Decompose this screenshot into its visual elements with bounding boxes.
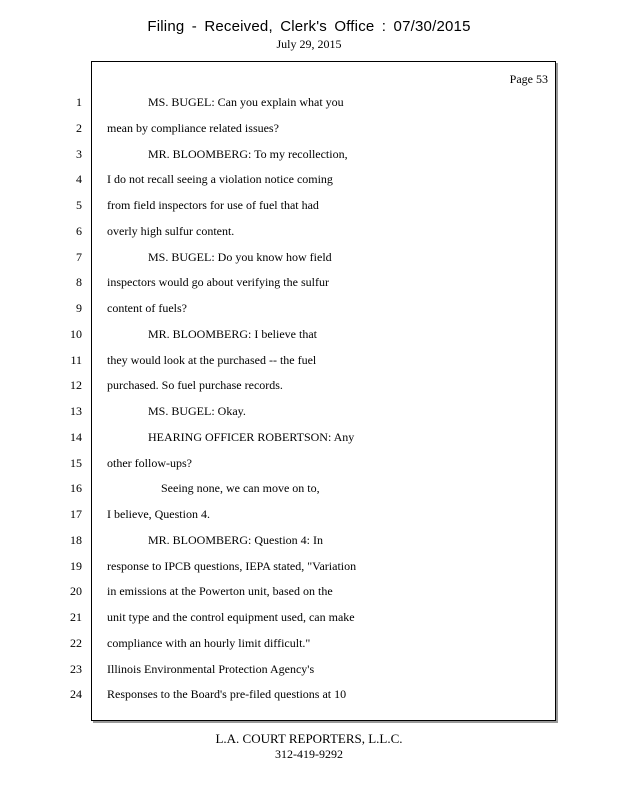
transcript-line: they would look at the purchased -- the fuel: [107, 352, 317, 367]
transcript-line: overly high sulfur content.: [107, 223, 235, 238]
line-number: 19: [70, 558, 82, 573]
transcript-line: Seeing none, we can move on to,: [161, 481, 320, 496]
filing-stamp: Filing - Received, Clerk's Office : 07/30/2015: [147, 18, 471, 35]
court-reporter-name: L.A. COURT REPORTERS, L.L.C.: [215, 731, 403, 746]
transcript-line: purchased. So fuel purchase records.: [107, 378, 283, 393]
page-number: Page 53: [509, 72, 548, 86]
transcript-date: July 29, 2015: [276, 37, 342, 51]
transcript-line: from field inspectors for use of fuel that had: [107, 198, 319, 212]
transcript-line: MR. BLOOMBERG: To my recollection,: [148, 146, 348, 161]
line-number: 21: [70, 610, 82, 624]
transcript-line: inspectors would go about verifying the sulfur: [107, 275, 329, 290]
court-reporter-phone: 312-419-9292: [275, 747, 343, 761]
line-number: 2: [76, 120, 82, 135]
transcript-line: MS. BUGEL: Okay.: [148, 404, 246, 418]
transcript-line: content of fuels?: [107, 301, 187, 315]
transcript-line: MR. BLOOMBERG: Question 4: In: [148, 532, 324, 547]
line-number: 16: [70, 481, 82, 496]
line-number: 3: [76, 146, 82, 161]
transcript-text-column: [107, 94, 547, 712]
transcript-line: HEARING OFFICER ROBERTSON: Any: [148, 429, 355, 444]
transcript-line: I believe, Question 4.: [107, 507, 210, 521]
line-number: 18: [70, 532, 82, 547]
line-number: 7: [76, 249, 82, 264]
line-number: 1: [76, 95, 82, 109]
line-number: 17: [70, 507, 82, 521]
transcript-line: response to IPCB questions, IEPA stated, "Variation: [107, 558, 357, 573]
transcript-line: unit type and the control equipment used, can make: [107, 610, 355, 624]
line-number: 10: [70, 326, 82, 341]
transcript-line: MS. BUGEL: Do you know how field: [148, 249, 332, 264]
line-number: 23: [70, 661, 82, 676]
line-number-column: [60, 94, 82, 712]
transcript-line: MS. BUGEL: Can you explain what you: [148, 95, 344, 109]
line-number: 14: [70, 429, 82, 444]
line-number: 22: [70, 635, 82, 650]
line-number: 20: [70, 584, 82, 599]
transcript-line: other follow-ups?: [107, 455, 192, 470]
transcript-line: compliance with an hourly limit difficult.": [107, 635, 311, 650]
transcript-line: Illinois Environmental Protection Agency's: [107, 661, 315, 676]
transcript-line: in emissions at the Powerton unit, based on the: [107, 584, 333, 599]
line-number: 6: [76, 223, 82, 238]
line-number: 11: [70, 352, 82, 367]
line-number: 9: [76, 301, 82, 315]
line-number: 5: [76, 198, 82, 212]
transcript-line: MR. BLOOMBERG: I believe that: [148, 326, 317, 341]
line-number: 15: [70, 455, 82, 470]
transcript-line: Responses to the Board's pre-filed questions at 10: [107, 687, 347, 702]
line-number: 8: [76, 275, 82, 290]
line-number: 24: [70, 687, 82, 702]
line-number: 12: [70, 378, 82, 393]
line-number: 4: [76, 172, 82, 187]
transcript-line: I do not recall seeing a violation notice coming: [107, 172, 333, 187]
line-number: 13: [70, 404, 82, 418]
transcript-line: mean by compliance related issues?: [107, 120, 279, 135]
